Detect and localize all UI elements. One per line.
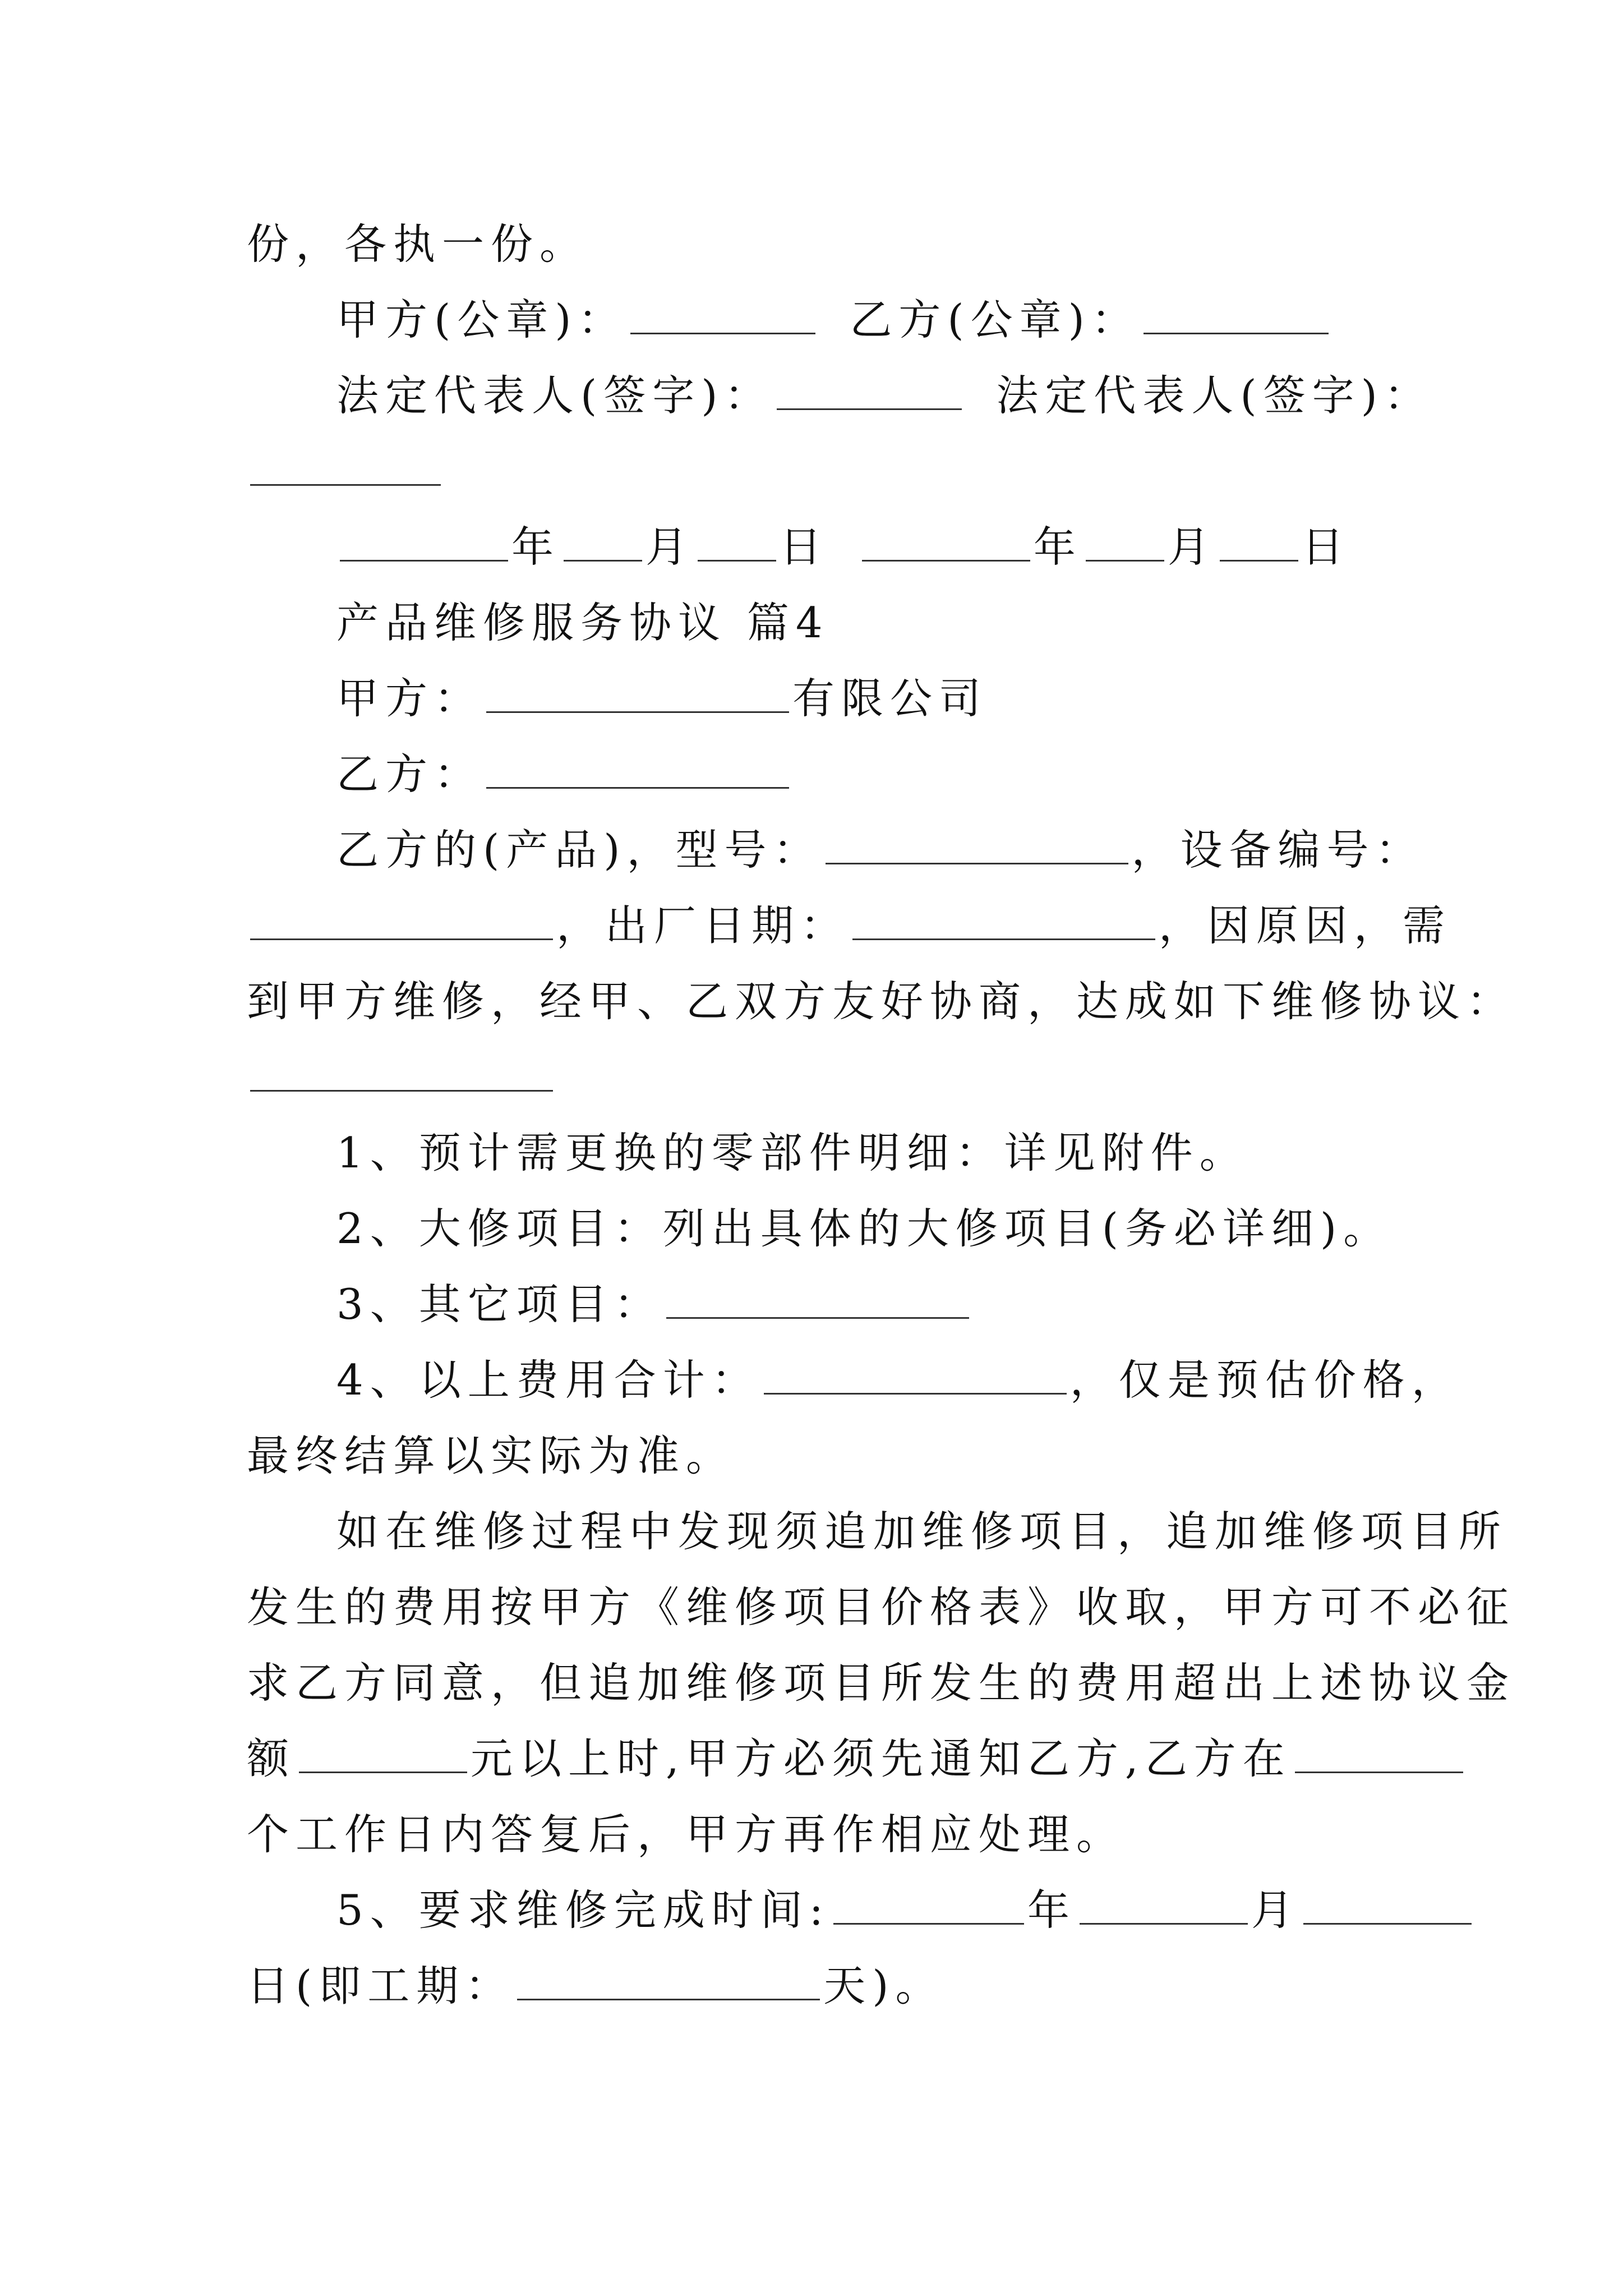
list-item [336, 1352, 1460, 1408]
line-text: 额 [247, 1734, 296, 1783]
fill-blank [862, 523, 1030, 562]
line-text: 元以上时,甲方必须先通知乙方,乙方在 [471, 1734, 1292, 1783]
fill-blank [698, 523, 776, 562]
fill-blank [666, 1280, 969, 1319]
fill-blank [486, 750, 789, 789]
signature-line-seal [336, 292, 1332, 348]
fill-blank [630, 296, 815, 334]
fill-blank [486, 674, 789, 713]
fill-blank [764, 1356, 1067, 1395]
month-label: 月 [1167, 522, 1216, 572]
text-line [247, 898, 1451, 954]
text-line [247, 1806, 1125, 1862]
month-label: 月 [1251, 1885, 1301, 1935]
fill-blank [564, 523, 642, 562]
text-line [247, 1731, 1467, 1787]
fill-blank [299, 1734, 467, 1773]
line-text: 到甲方维修，经甲、乙双方友好协商，达成如下维修协议： [247, 977, 1516, 1026]
text-line [247, 1655, 1515, 1711]
line-text: 4、以上费用合计： [336, 1355, 760, 1405]
party-b-label: 乙方： [336, 749, 483, 799]
fill-blank [340, 523, 508, 562]
list-item [336, 1882, 1475, 1938]
text-line [247, 1049, 556, 1105]
fill-blank [250, 447, 441, 486]
fill-blank [1086, 523, 1164, 562]
party-b-seal-label: 乙方(公章)： [850, 295, 1140, 344]
line-text: 份，各执一份。 [247, 219, 589, 269]
line-text: 日(即工期： [247, 1961, 514, 2010]
fill-blank [1144, 296, 1329, 334]
line-text: 最终结算以实际为准。 [247, 1431, 735, 1480]
fill-blank [250, 1053, 553, 1092]
fill-blank [1220, 523, 1298, 562]
line-text: ，出厂日期： [556, 901, 850, 950]
fill-blank [1295, 1734, 1463, 1773]
line-text: 求乙方同意，但追加维修项目所发生的费用超出上述协议金 [247, 1658, 1516, 1708]
party-a-representative-label: 法定代表人(签字)： [336, 371, 773, 420]
fill-blank [833, 1886, 1024, 1925]
heading-text: 产品维修服务协议 篇4 [336, 598, 829, 647]
line-text: 5、要求维修完成时间: [336, 1885, 830, 1935]
month-label: 月 [645, 522, 695, 572]
line-text: 天)。 [823, 1961, 944, 2010]
text-line [247, 1958, 944, 2014]
signature-line-representative [336, 367, 1433, 424]
party-a-seal-label: 甲方(公章)： [336, 295, 627, 344]
year-label: 年 [1027, 1885, 1077, 1935]
fill-blank [826, 826, 1128, 864]
year-label: 年 [511, 522, 561, 572]
party-b-line [336, 746, 792, 802]
fill-blank [1303, 1886, 1472, 1925]
year-label: 年 [1033, 522, 1082, 572]
line-text: ，仅是预估价格， [1069, 1355, 1460, 1405]
text-line [247, 443, 444, 499]
list-item [336, 1200, 1392, 1257]
line-text: 3、其它项目： [336, 1280, 663, 1329]
list-item [336, 1125, 1248, 1181]
party-a-label: 甲方： [336, 674, 483, 723]
fill-blank [517, 1962, 820, 2000]
text-line [336, 1503, 1507, 1559]
text-line [247, 1428, 735, 1484]
section-heading [336, 595, 829, 651]
text-line [336, 822, 1424, 878]
date-line [336, 519, 1350, 575]
text-line [247, 216, 588, 272]
line-text: ，设备编号： [1131, 825, 1424, 875]
list-item [336, 1276, 972, 1332]
text-line [247, 1579, 1515, 1635]
fill-blank [852, 901, 1155, 940]
company-suffix: 有限公司 [792, 674, 988, 723]
fill-blank [1080, 1886, 1248, 1925]
day-label: 日 [780, 522, 829, 572]
party-b-representative-label: 法定代表人(签字)： [996, 371, 1433, 420]
day-label: 日 [1301, 522, 1350, 572]
party-a-line [336, 670, 988, 726]
line-text: 如在维修过程中发现须追加维修项目，追加维修项目所 [336, 1507, 1508, 1556]
text-line [247, 973, 1515, 1029]
line-text: 发生的费用按甲方《维修项目价格表》收取，甲方可不必征 [247, 1582, 1516, 1632]
line-text: 2、大修项目：列出具体的大修项目(务必详细)。 [336, 1204, 1393, 1253]
fill-blank [777, 371, 962, 410]
line-text: 乙方的(产品)，型号： [336, 825, 822, 875]
line-text: 1、预计需更换的零部件明细：详见附件。 [336, 1128, 1248, 1177]
fill-blank [250, 901, 553, 940]
line-text: ，因原因，需 [1159, 901, 1452, 950]
line-text: 个工作日内答复后，甲方再作相应处理。 [247, 1810, 1126, 1859]
